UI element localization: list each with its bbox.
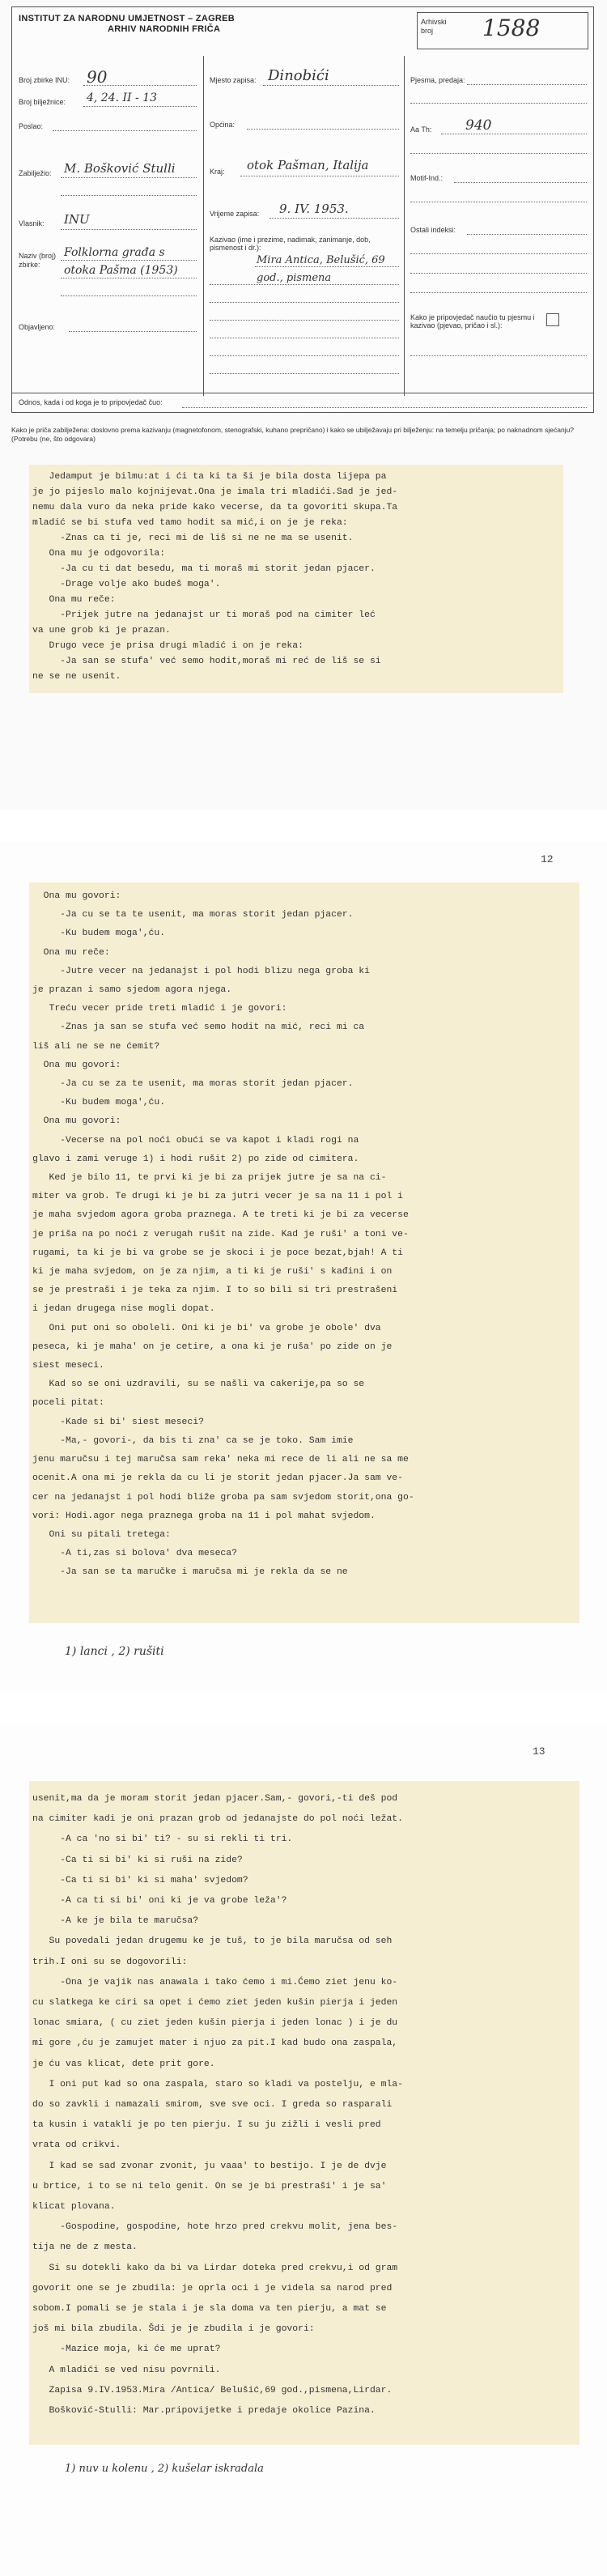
text-line: Treću vecer pride treti mladić i je govori: xyxy=(32,1004,287,1014)
heard-from-label: Odnos, kada i od koga je to pripovjedač čuo: xyxy=(19,398,163,406)
published-label: Objavljeno: xyxy=(19,323,56,331)
text-line: se je prestraši i je teka za njim. I to so bili si tri prestrašeni xyxy=(32,1286,398,1296)
text-line: klicat plovana. xyxy=(32,2202,116,2213)
region-label: Kraj: xyxy=(210,168,225,176)
owner-label: Vlasnik: xyxy=(19,219,45,227)
text-line: Ona mu reče: xyxy=(32,595,116,605)
text-line: rugami, ta ki je bi va grobe se je skoci i je poce bezat,bjah! A ti xyxy=(32,1248,403,1258)
text-line: cu slatkega ke ciri sa opet i ćemo ziet jeden kušin pierja i jeden xyxy=(32,1998,398,2009)
text-line: u brtice, i to se ni telo genit. On se je bi prestraši' i je sa' xyxy=(32,2181,387,2191)
text-line: miter va grob. Te drugi ki je bi za jutri vecer je sa na 11 i pol i xyxy=(32,1192,403,1202)
text-line: -Ku budem moga',ću. xyxy=(32,1098,166,1108)
text-line: Ona mu je odgovorila: xyxy=(32,549,166,559)
text-line: -Ja cu ti dat besedu, ma ti moraš mi storit jedan pjacer. xyxy=(32,564,376,574)
text-line: Si su dotekli kako da bi va Lirdar doteka pred crekvu,i od gram xyxy=(32,2263,398,2273)
page-number-3: 13 xyxy=(533,1745,545,1758)
archive-number-value: 1588 xyxy=(482,15,541,41)
text-line: je ću vas klicat, dete prit gore. xyxy=(32,2059,215,2069)
place-label: Mjesto zapisa: xyxy=(210,76,257,84)
narrator-value: Mira Antica, Belušić, 69 god., pismena xyxy=(257,254,385,284)
date-label: Vrijeme zapisa: xyxy=(210,210,260,218)
aa-th-label: Aa Th: xyxy=(410,125,432,134)
notebook-label: Broj bilježnice: xyxy=(19,98,66,106)
text-line: ocenit.A ona mi je rekla da cu li je storit jedan pjacer.Ja sam ve- xyxy=(32,1473,403,1484)
how-learned-label: Kako je pripovjedač naučio tu pjesmu i kazivao (pjevao, pričao i sl.): xyxy=(410,313,535,329)
text-line: vori: Hodi.agor nega praznega groba na 11 i pol mahat svjedom. xyxy=(32,1511,376,1521)
text-line: trih.I oni su se dogovorili: xyxy=(32,1957,188,1967)
text-line: govorit one se je zbudila: je oprla oci i je videla sa narod pred xyxy=(32,2283,393,2293)
collection-title-value: Folklorna građa s otoka Pašma (1953) xyxy=(64,246,178,277)
text-line: -Znas ca ti je, reci mi de liš si ne ne ma se usenit. xyxy=(32,533,354,543)
text-line: Kad so se oni uzdravili, su se našli va cakerije,pa so se xyxy=(32,1379,365,1390)
page-1 xyxy=(0,0,607,810)
aa-th-value: 940 xyxy=(465,117,492,134)
text-line: ne se ne usenit. xyxy=(32,672,121,682)
typewritten-slip-1 xyxy=(29,465,563,693)
text-line: -Gospodine, gospodine, hote hrzo pred crekvu molit, jena bes- xyxy=(32,2222,398,2233)
sender-label: Poslao: xyxy=(19,122,44,130)
text-line: -Ja san se stufa' već semo hodit,moraš mi reć de liš se si xyxy=(32,657,381,666)
text-line: Ona mu govori: xyxy=(32,1060,121,1070)
text-line: I kad se sad zvonar zvonit, ju vaaa' to bestijo. I je de dvje xyxy=(32,2161,387,2171)
text-line: -Prijek jutre na jedanajst ur ti moraš pod na cimiter leć xyxy=(32,610,376,620)
text-line: siest meseci. xyxy=(32,1361,104,1371)
text-line: jenu maručsu i tej maručsa sam reka' neka mi rece de li ali ne sa me xyxy=(32,1455,409,1465)
collection-title-label: Naziv (broj) zbirke: xyxy=(19,252,57,269)
text-line: I oni put kad so ona zaspala, staro so kladi va postelju, e mla- xyxy=(32,2079,403,2089)
narrator-label: Kazivao (ime i prezime, nadimak, zanimanje, dob, pismenost i dr.): xyxy=(210,236,371,252)
text-line: Oni put oni so oboleli. Oni ki je bi' va grobe je obole' dva xyxy=(32,1323,381,1333)
motif-index-label: Motif-Ind.: xyxy=(410,174,444,182)
text-line: poceli pitat: xyxy=(32,1398,104,1409)
text-line: i jedan drugega nise mogli dopat. xyxy=(32,1304,215,1315)
text-line: A mladići se ved nisu povrnili. xyxy=(32,2365,221,2375)
other-index-label: Ostali indeksi: xyxy=(410,226,456,234)
owner-value: INU xyxy=(64,212,90,227)
text-line: ta kusin i vataklí je po ten pierju. I su ju zižli i vesli pred xyxy=(32,2120,381,2131)
date-value: 9. IV. 1953. xyxy=(279,202,349,216)
archive-name: ARHIV NARODNIH FRIČA xyxy=(108,24,221,34)
text-line: va une grob ki je prazan. xyxy=(32,626,171,635)
text-line: cer na jedanajst i pol hodi bliže groba pa sam svjedom storit,ona go- xyxy=(32,1492,414,1503)
collector-label: Zabilježio: xyxy=(19,169,52,177)
institute-name: INSTITUT ZA NARODNU UMJETNOST – ZAGREB xyxy=(19,14,236,23)
text-line: do so zavkli i namazali smirom, sve sve oci. I greda so rasparali xyxy=(32,2100,393,2111)
text-line: sobom.I pomali se je stala i je sla doma va ten pierju, a mat se xyxy=(32,2304,387,2315)
page1-text xyxy=(32,470,397,685)
text-line: -Ja cu se ta te usenit, ma moras storit jedan pjacer. xyxy=(32,910,354,920)
text-line: je maha svjedom agora groba praznega. A te treti ki je bi za vecerse xyxy=(32,1210,409,1221)
text-line: -Ona je vajik nas anawala i tako ćemo i mi.Ćemo ziet jenu ko- xyxy=(32,1977,398,1987)
text-line: -Vecerse na pol noći obući se va kapot i kladi rogi na xyxy=(32,1135,359,1146)
text-line: liš ali ne se ne ćemit? xyxy=(32,1041,160,1052)
typewritten-slip-3 xyxy=(29,1781,579,2445)
text-line: Oni su pitali tretega: xyxy=(32,1529,171,1540)
recording-method-note: Kako je priča zabilježena: doslovno prema kazivanju (magnetofonom, stenografski, kuhano prepričano) i kako se ubilježavaju pri bilježenju: na temelju pričanja; po naknadnom sjećanju? (Potrebu (ne, što odgovara) xyxy=(11,426,575,443)
text-line: Ona mu govori: xyxy=(32,1116,121,1127)
page2-text xyxy=(32,887,414,1583)
text-line: peseca, ki je maha' on je cetire, a ona ki je ruša' po zide on je xyxy=(32,1341,393,1352)
text-line: -A ke je bila te maručsa? xyxy=(32,1916,199,1927)
text-line: na cimiter kadi je oni prazan grob od jedanajste do pol noći ležat. xyxy=(32,1814,403,1825)
region-value: otok Pašman, Italija xyxy=(247,158,369,172)
text-line: -A ti,zas si bolova' dva meseca? xyxy=(32,1549,237,1559)
text-line: Ona mu reče: xyxy=(32,947,110,958)
text-line: Zapisa 9.IV.1953.Mira /Antica/ Belušić,69 god.,pismena,Lirdar. xyxy=(32,2385,393,2395)
text-line: je jo pijeslo malo kojnijevat.Ona je imala tri mladići.Sad je jed- xyxy=(32,487,398,497)
text-line: -Mazice moja, ki će me uprat? xyxy=(32,2344,221,2355)
text-line: vrata od crikvi. xyxy=(32,2140,121,2151)
genre-label: Pjesma, predaja: xyxy=(410,76,465,84)
collection-inu-label: Broj zbirke INU: xyxy=(19,76,70,84)
text-line: -Ca ti si bi' ki si maha' svjedom? xyxy=(32,1875,248,1885)
archive-card xyxy=(11,6,594,413)
text-line: lonac smiara, ( cu ziet jeden kušin pierja i jeden lonac ) i je du xyxy=(32,2018,398,2029)
typewritten-slip-2 xyxy=(29,882,579,1623)
archive-number-label: Arhivski broj xyxy=(421,18,447,35)
text-line: -Drage volje ako budeš moga'. xyxy=(32,580,221,589)
text-line: -Jutre vecer na jedanajst i pol hodi blizu nega groba ki xyxy=(32,966,370,976)
page3-text xyxy=(32,1789,403,2421)
text-line: mladić se bi stufa ved tamo hodit sa mić,i on je je reka: xyxy=(32,518,348,528)
text-line: ki je maha svjedom, on je za njim, a ti ki je ruši' s kađini i on xyxy=(32,1267,393,1277)
text-line: tija ne de z mesta. xyxy=(32,2242,138,2253)
text-line: Drugo vece je prisa drugi mladić i on je reka: xyxy=(32,641,304,651)
collection-inu-value: 90 xyxy=(87,67,108,87)
page3-footnote: 1) nuv u kolenu , 2) kušelar iskradala xyxy=(65,2463,264,2475)
text-line: -Ku budem moga',ću. xyxy=(32,929,166,939)
text-line: -Ca ti si bi' ki si ruši na zide? xyxy=(32,1855,243,1865)
text-line: glavo i zami veruge 1) i hodi rušit 2) po zide od cimitera. xyxy=(32,1154,359,1164)
text-line: -A ca 'no si bi' ti? - su si rekli ti tri. xyxy=(32,1834,293,1845)
text-line: -Znas ja san se stufa već semo hodit na mić, reci mi ca xyxy=(32,1022,365,1033)
text-line: Bošković-Stulli: Mar.pripovijetke i predaje okolice Pazina. xyxy=(32,2406,376,2417)
text-line: je prazan i samo sjedom agora njega. xyxy=(32,985,232,996)
text-line: -Ja san se ta maručke i maručsa mi je rekla da se ne xyxy=(32,1567,348,1578)
how-checkbox xyxy=(546,313,559,326)
text-line: -Ja cu se za te usenit, ma moras storit jedan pjacer. xyxy=(32,1079,354,1090)
text-line: usenit,ma da je moram storit jedan pjacer.Sam,- govori,-ti deš pod xyxy=(32,1794,398,1804)
text-line: Ona mu govori: xyxy=(32,891,121,901)
archive-number-box xyxy=(417,12,588,49)
place-value: Dinobići xyxy=(268,67,329,84)
text-line: nemu dala vuro da neka pride kako vecerse, da ta govoriti skupa.Ta xyxy=(32,503,398,512)
card-header xyxy=(19,14,235,35)
collector-value: M. Bošković Stulli xyxy=(64,161,176,176)
text-line: Ked je bilo 11, te prvi ki je bi za prijek jutre je sa na ci- xyxy=(32,1173,387,1184)
page-number-2: 12 xyxy=(541,853,554,865)
text-line: Su povedali jedan drugemu ke je tuš, to je bila maručsa od seh xyxy=(32,1936,393,1947)
notebook-value: 4, 24. II - 13 xyxy=(87,91,158,104)
text-line: -A ca ti si bi' oni ki je va grobe leža'? xyxy=(32,1896,287,1906)
text-line: -Kade si bi' siest meseci? xyxy=(32,1417,204,1427)
text-line: još mi bila zbudila. Šdi je je zbudila i je govori: xyxy=(32,2324,315,2335)
text-line: -Ma,- govori-, da bis ti zna' ca se je toko. Sam imie xyxy=(32,1435,354,1446)
municipality-label: Općina: xyxy=(210,121,236,129)
text-line: je priša na po noći z verugah rušit na zide. Kad je ruši' a toni ve- xyxy=(32,1229,409,1239)
text-line: Jedamput je bilmu:at i ći ta ki ta ši je bila dosta lijepa pa xyxy=(32,472,387,482)
page2-footnote: 1) lanci , 2) rušiti xyxy=(65,1645,164,1658)
text-line: mi gore ,ću je zamujet mater i njuo za pit.I kad budo ona zaspala, xyxy=(32,2038,398,2049)
